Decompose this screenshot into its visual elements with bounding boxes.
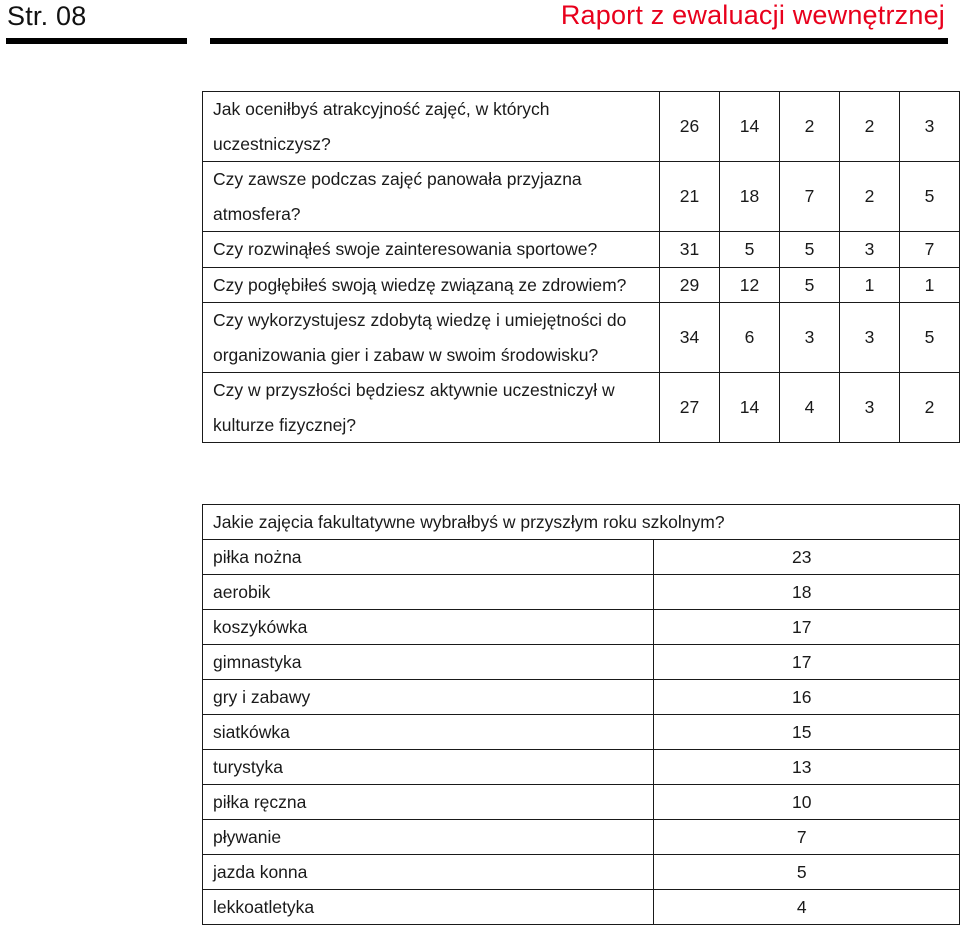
survey-row bbox=[203, 92, 960, 162]
activity-count: 15 bbox=[654, 715, 960, 750]
survey-value-2: 5 bbox=[720, 232, 780, 268]
survey-value-5: 5 bbox=[900, 162, 960, 232]
page-header bbox=[0, 0, 960, 46]
activity-name: piłka nożna bbox=[203, 540, 654, 575]
survey-value-1: 31 bbox=[660, 232, 720, 268]
survey-value-5: 3 bbox=[900, 92, 960, 162]
activity-row bbox=[203, 820, 960, 855]
activity-count: 23 bbox=[654, 540, 960, 575]
activities-heading: Jakie zajęcia fakultatywne wybrałbyś w przyszłym roku szkolnym? bbox=[203, 505, 960, 540]
survey-value-3: 5 bbox=[780, 267, 840, 303]
header-rule-left bbox=[6, 38, 187, 44]
survey-value-5: 1 bbox=[900, 267, 960, 303]
activity-row bbox=[203, 540, 960, 575]
survey-value-2: 6 bbox=[720, 303, 780, 373]
survey-value-5: 5 bbox=[900, 303, 960, 373]
activity-row bbox=[203, 890, 960, 925]
survey-value-4: 2 bbox=[840, 162, 900, 232]
page-number: Str. 08 bbox=[7, 1, 87, 31]
survey-value-1: 34 bbox=[660, 303, 720, 373]
activity-count: 4 bbox=[654, 890, 960, 925]
survey-question: Czy wykorzystujesz zdobytą wiedzę i umiejętności do organizowania gier i zabaw w swoim środowisku? bbox=[203, 303, 660, 373]
activity-row bbox=[203, 750, 960, 785]
report-title: Raport z ewaluacji wewnętrznej bbox=[560, 0, 945, 30]
activity-row bbox=[203, 715, 960, 750]
survey-row bbox=[203, 232, 960, 268]
survey-value-4: 3 bbox=[840, 303, 900, 373]
survey-value-1: 29 bbox=[660, 267, 720, 303]
activity-row bbox=[203, 855, 960, 890]
activity-name: lekkoatletyka bbox=[203, 890, 654, 925]
survey-question: Czy w przyszłości będziesz aktywnie uczestniczył w kulturze fizycznej? bbox=[203, 373, 660, 443]
activity-name: turystyka bbox=[203, 750, 654, 785]
header-rule-right bbox=[210, 38, 948, 44]
survey-value-2: 14 bbox=[720, 92, 780, 162]
activity-name: gimnastyka bbox=[203, 645, 654, 680]
survey-value-4: 3 bbox=[840, 232, 900, 268]
survey-value-3: 7 bbox=[780, 162, 840, 232]
activity-name: aerobik bbox=[203, 575, 654, 610]
survey-row bbox=[203, 267, 960, 303]
survey-value-1: 26 bbox=[660, 92, 720, 162]
survey-question: Czy pogłębiłeś swoją wiedzę związaną ze zdrowiem? bbox=[203, 267, 660, 303]
activity-row bbox=[203, 645, 960, 680]
survey-value-5: 2 bbox=[900, 373, 960, 443]
activity-count: 18 bbox=[654, 575, 960, 610]
survey-value-5: 7 bbox=[900, 232, 960, 268]
activity-row bbox=[203, 785, 960, 820]
activity-row bbox=[203, 680, 960, 715]
survey-question: Czy rozwinąłeś swoje zainteresowania sportowe? bbox=[203, 232, 660, 268]
survey-value-4: 1 bbox=[840, 267, 900, 303]
activity-count: 17 bbox=[654, 610, 960, 645]
activities-table bbox=[202, 504, 960, 925]
survey-value-2: 14 bbox=[720, 373, 780, 443]
activity-count: 16 bbox=[654, 680, 960, 715]
survey-value-2: 12 bbox=[720, 267, 780, 303]
activity-count: 5 bbox=[654, 855, 960, 890]
survey-row bbox=[203, 373, 960, 443]
activity-name: siatkówka bbox=[203, 715, 654, 750]
activity-name: piłka ręczna bbox=[203, 785, 654, 820]
survey-row bbox=[203, 162, 960, 232]
survey-value-3: 4 bbox=[780, 373, 840, 443]
survey-value-3: 5 bbox=[780, 232, 840, 268]
activity-count: 7 bbox=[654, 820, 960, 855]
survey-question: Jak oceniłbyś atrakcyjność zajęć, w których uczestniczysz? bbox=[203, 92, 660, 162]
survey-value-1: 21 bbox=[660, 162, 720, 232]
activity-row bbox=[203, 610, 960, 645]
survey-value-3: 2 bbox=[780, 92, 840, 162]
activity-name: gry i zabawy bbox=[203, 680, 654, 715]
activity-row bbox=[203, 575, 960, 610]
activity-count: 17 bbox=[654, 645, 960, 680]
survey-value-1: 27 bbox=[660, 373, 720, 443]
activity-name: pływanie bbox=[203, 820, 654, 855]
survey-value-4: 3 bbox=[840, 373, 900, 443]
survey-results-table bbox=[202, 91, 960, 443]
survey-row bbox=[203, 303, 960, 373]
activity-name: jazda konna bbox=[203, 855, 654, 890]
survey-value-2: 18 bbox=[720, 162, 780, 232]
activity-count: 13 bbox=[654, 750, 960, 785]
activity-count: 10 bbox=[654, 785, 960, 820]
activities-heading-row bbox=[203, 505, 960, 540]
survey-value-3: 3 bbox=[780, 303, 840, 373]
activity-name: koszykówka bbox=[203, 610, 654, 645]
survey-question: Czy zawsze podczas zajęć panowała przyjazna atmosfera? bbox=[203, 162, 660, 232]
survey-value-4: 2 bbox=[840, 92, 900, 162]
